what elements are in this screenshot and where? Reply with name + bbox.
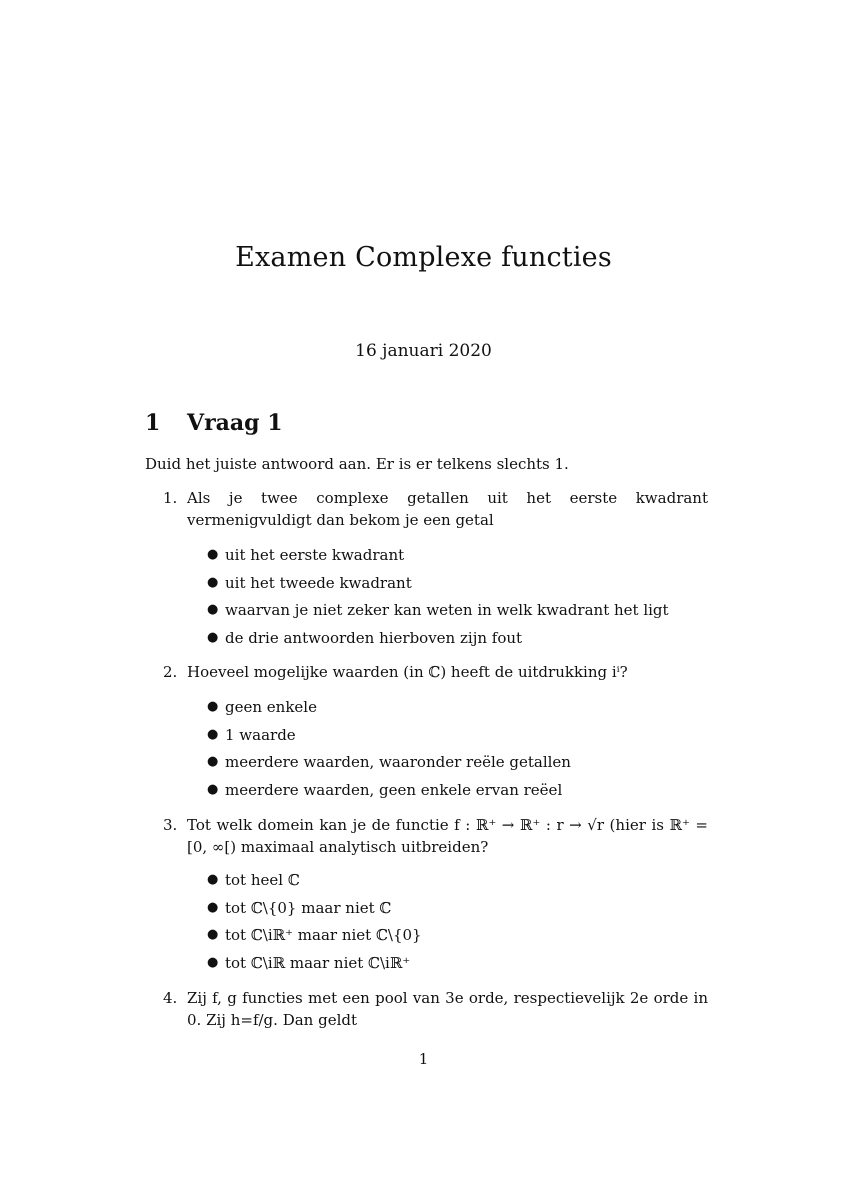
page-number: 1 [418,1050,429,1068]
question-3-options [207,869,422,979]
question-1-options [207,544,669,654]
question-text: Hoeveel mogelijke waarden (in ℂ) heeft de uitdrukking iⁱ? [187,663,628,681]
section-title: Vraag 1 [187,410,283,436]
option-item[interactable]: ● geen enkele [207,698,317,716]
option-item[interactable]: ● meerdere waarden, waaronder reële getallen [207,753,571,771]
bullet-icon: ● [207,726,219,742]
question-3 [163,814,708,858]
bullet-icon: ● [207,547,219,562]
question-4 [163,987,708,1031]
option-item[interactable]: ● uit het eerste kwadrant [207,546,405,564]
bullet-icon: ● [207,954,219,970]
question-text: Zij f, g functies met een pool van 3e orde, respectievelijk 2e orde in 0. Zij h=f/g. Dan geldt [187,989,708,1029]
bullet-icon: ● [207,899,219,915]
bullet-icon: ● [207,629,219,645]
option-item[interactable]: ● meerdere waarden, geen enkele ervan reëel [207,780,563,799]
bullet-icon: ● [207,927,219,942]
question-text: Tot welk domein kan je de functie f : ℝ⁺ → ℝ⁺ : r → √r (hier is ℝ⁺ = [0, ∞[) maximaal analytisch uitbreiden? [187,816,708,856]
option-item[interactable]: ● 1 waarde [207,725,296,744]
question-1 [163,487,708,531]
question-number: 1. [163,489,178,507]
option-item[interactable]: ● tot ℂ\{0} maar niet ℂ [207,898,392,917]
section-heading [145,410,283,436]
bullet-icon: ● [207,602,219,617]
section-number: 1 [145,410,161,436]
bullet-icon: ● [207,781,219,797]
question-2 [163,661,708,683]
option-item[interactable]: ● tot ℂ\iℝ⁺ maar niet ℂ\{0} [207,926,422,944]
option-item[interactable]: ● tot ℂ\iℝ maar niet ℂ\iℝ⁺ [207,953,411,972]
bullet-icon: ● [207,574,219,590]
option-item[interactable]: ● de drie antwoorden hierboven zijn fout [207,628,523,647]
question-2-options [207,696,571,806]
question-number: 3. [163,816,178,834]
question-text: Als je twee complexe getallen uit het eerste kwadrant vermenigvuldigt dan bekom je een getal [187,489,708,529]
document-date: 16 januari 2020 [355,341,492,361]
document-title: Examen Complexe functies [235,242,612,273]
question-number: 2. [163,663,178,681]
question-number: 4. [163,989,178,1007]
instructions: Duid het juiste antwoord aan. Er is er telkens slechts 1. [145,455,569,473]
option-item[interactable]: ● uit het tweede kwadrant [207,573,412,592]
bullet-icon: ● [207,699,219,714]
option-item[interactable]: ● waarvan je niet zeker kan weten in welk kwadrant het ligt [207,601,669,619]
option-item[interactable]: ● tot heel ℂ [207,871,300,889]
bullet-icon: ● [207,872,219,887]
bullet-icon: ● [207,754,219,769]
